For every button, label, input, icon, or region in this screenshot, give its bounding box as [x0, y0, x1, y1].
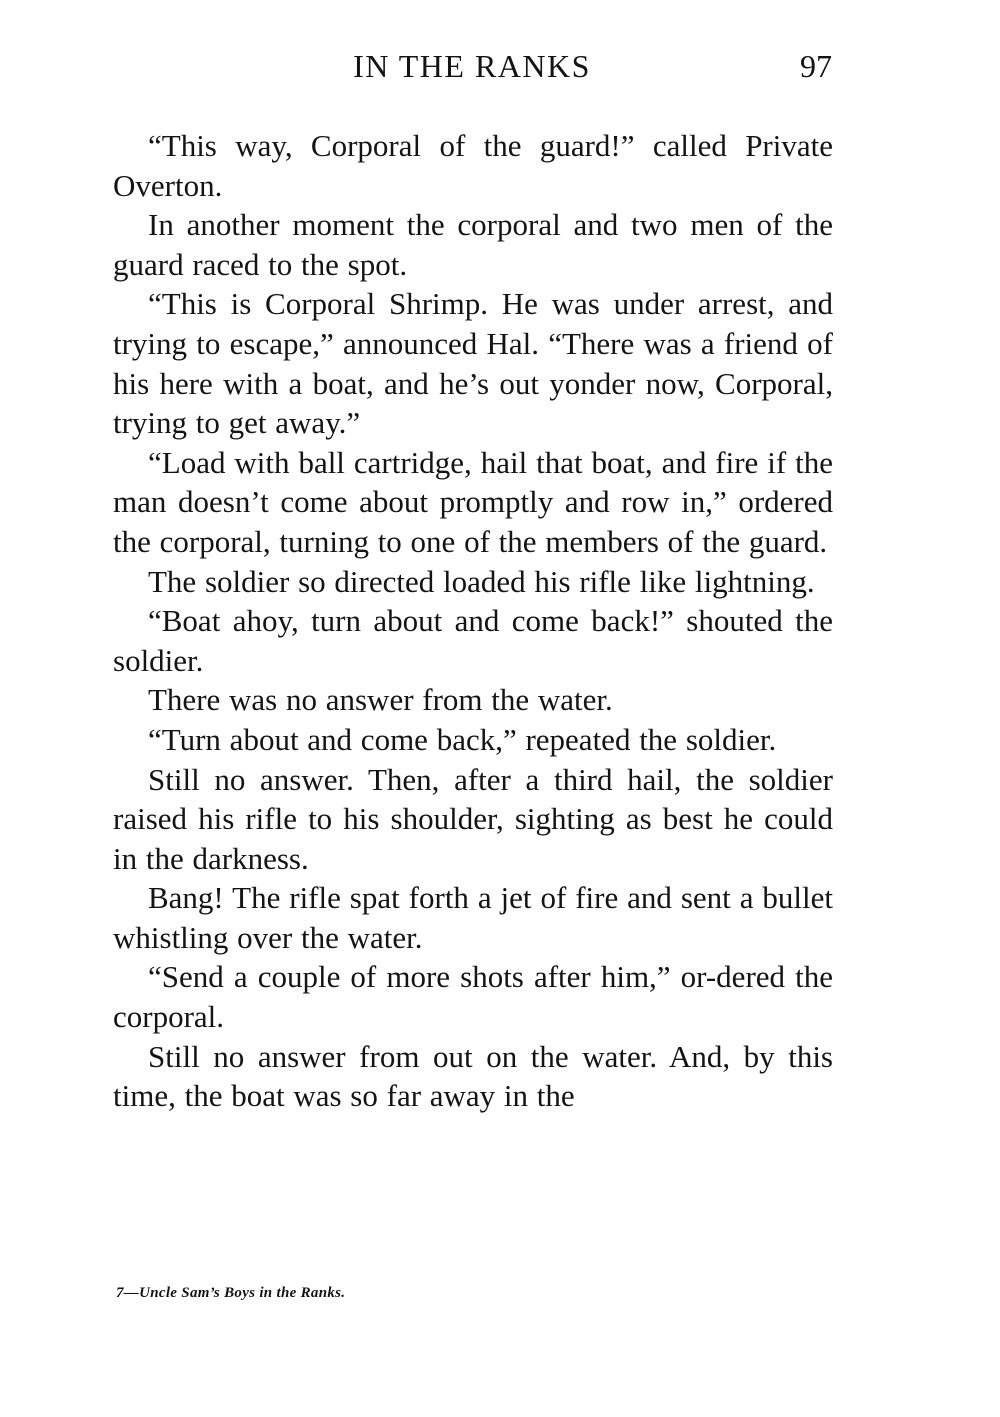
paragraph: Bang! The rifle spat forth a jet of fire and sent a bullet whistling over the water. [113, 880, 833, 955]
page-number: 97 [800, 48, 832, 84]
paragraph: “Boat ahoy, turn about and come back!” shouted the soldier. [113, 603, 833, 678]
paragraph: “This is Corporal Shrimp. He was under arrest, and trying to escape,” announced Hal. “There was a friend of his here with a boat, and he’s out yonder now, Corporal, trying to get away.” [113, 286, 833, 441]
paragraph: “Load with ball cartridge, hail that boat, and fire if the man doesn’t come about promptly and row in,” ordered the corporal, turning to one of the members of the guard. [113, 444, 833, 559]
paragraph: “Turn about and come back,” repeated the soldier. [148, 721, 777, 757]
paragraph: “This way, Corporal of the guard!” called Private Overton. [113, 128, 833, 203]
footer-signature: 7—Uncle Sam’s Boys in the Ranks. [116, 1285, 346, 1301]
running-title: IN THE RANKS [353, 48, 591, 84]
running-head [112, 44, 832, 88]
paragraph: The soldier so directed loaded his rifle like lightning. [148, 563, 815, 599]
paragraph: There was no answer from the water. [148, 682, 613, 718]
paragraph: In another moment the corporal and two men of the guard raced to the spot. [113, 207, 833, 282]
paragraph: Still no answer from out on the water. And, by this time, the boat was so far away in the [113, 1038, 833, 1114]
paragraph: “Send a couple of more shots after him,” or-dered the corporal. [113, 959, 833, 1035]
body-text [113, 126, 833, 1116]
paragraph: Still no answer. Then, after a third hail, the soldier raised his rifle to his shoulder, sighting as best he could in the darkness. [113, 761, 833, 876]
